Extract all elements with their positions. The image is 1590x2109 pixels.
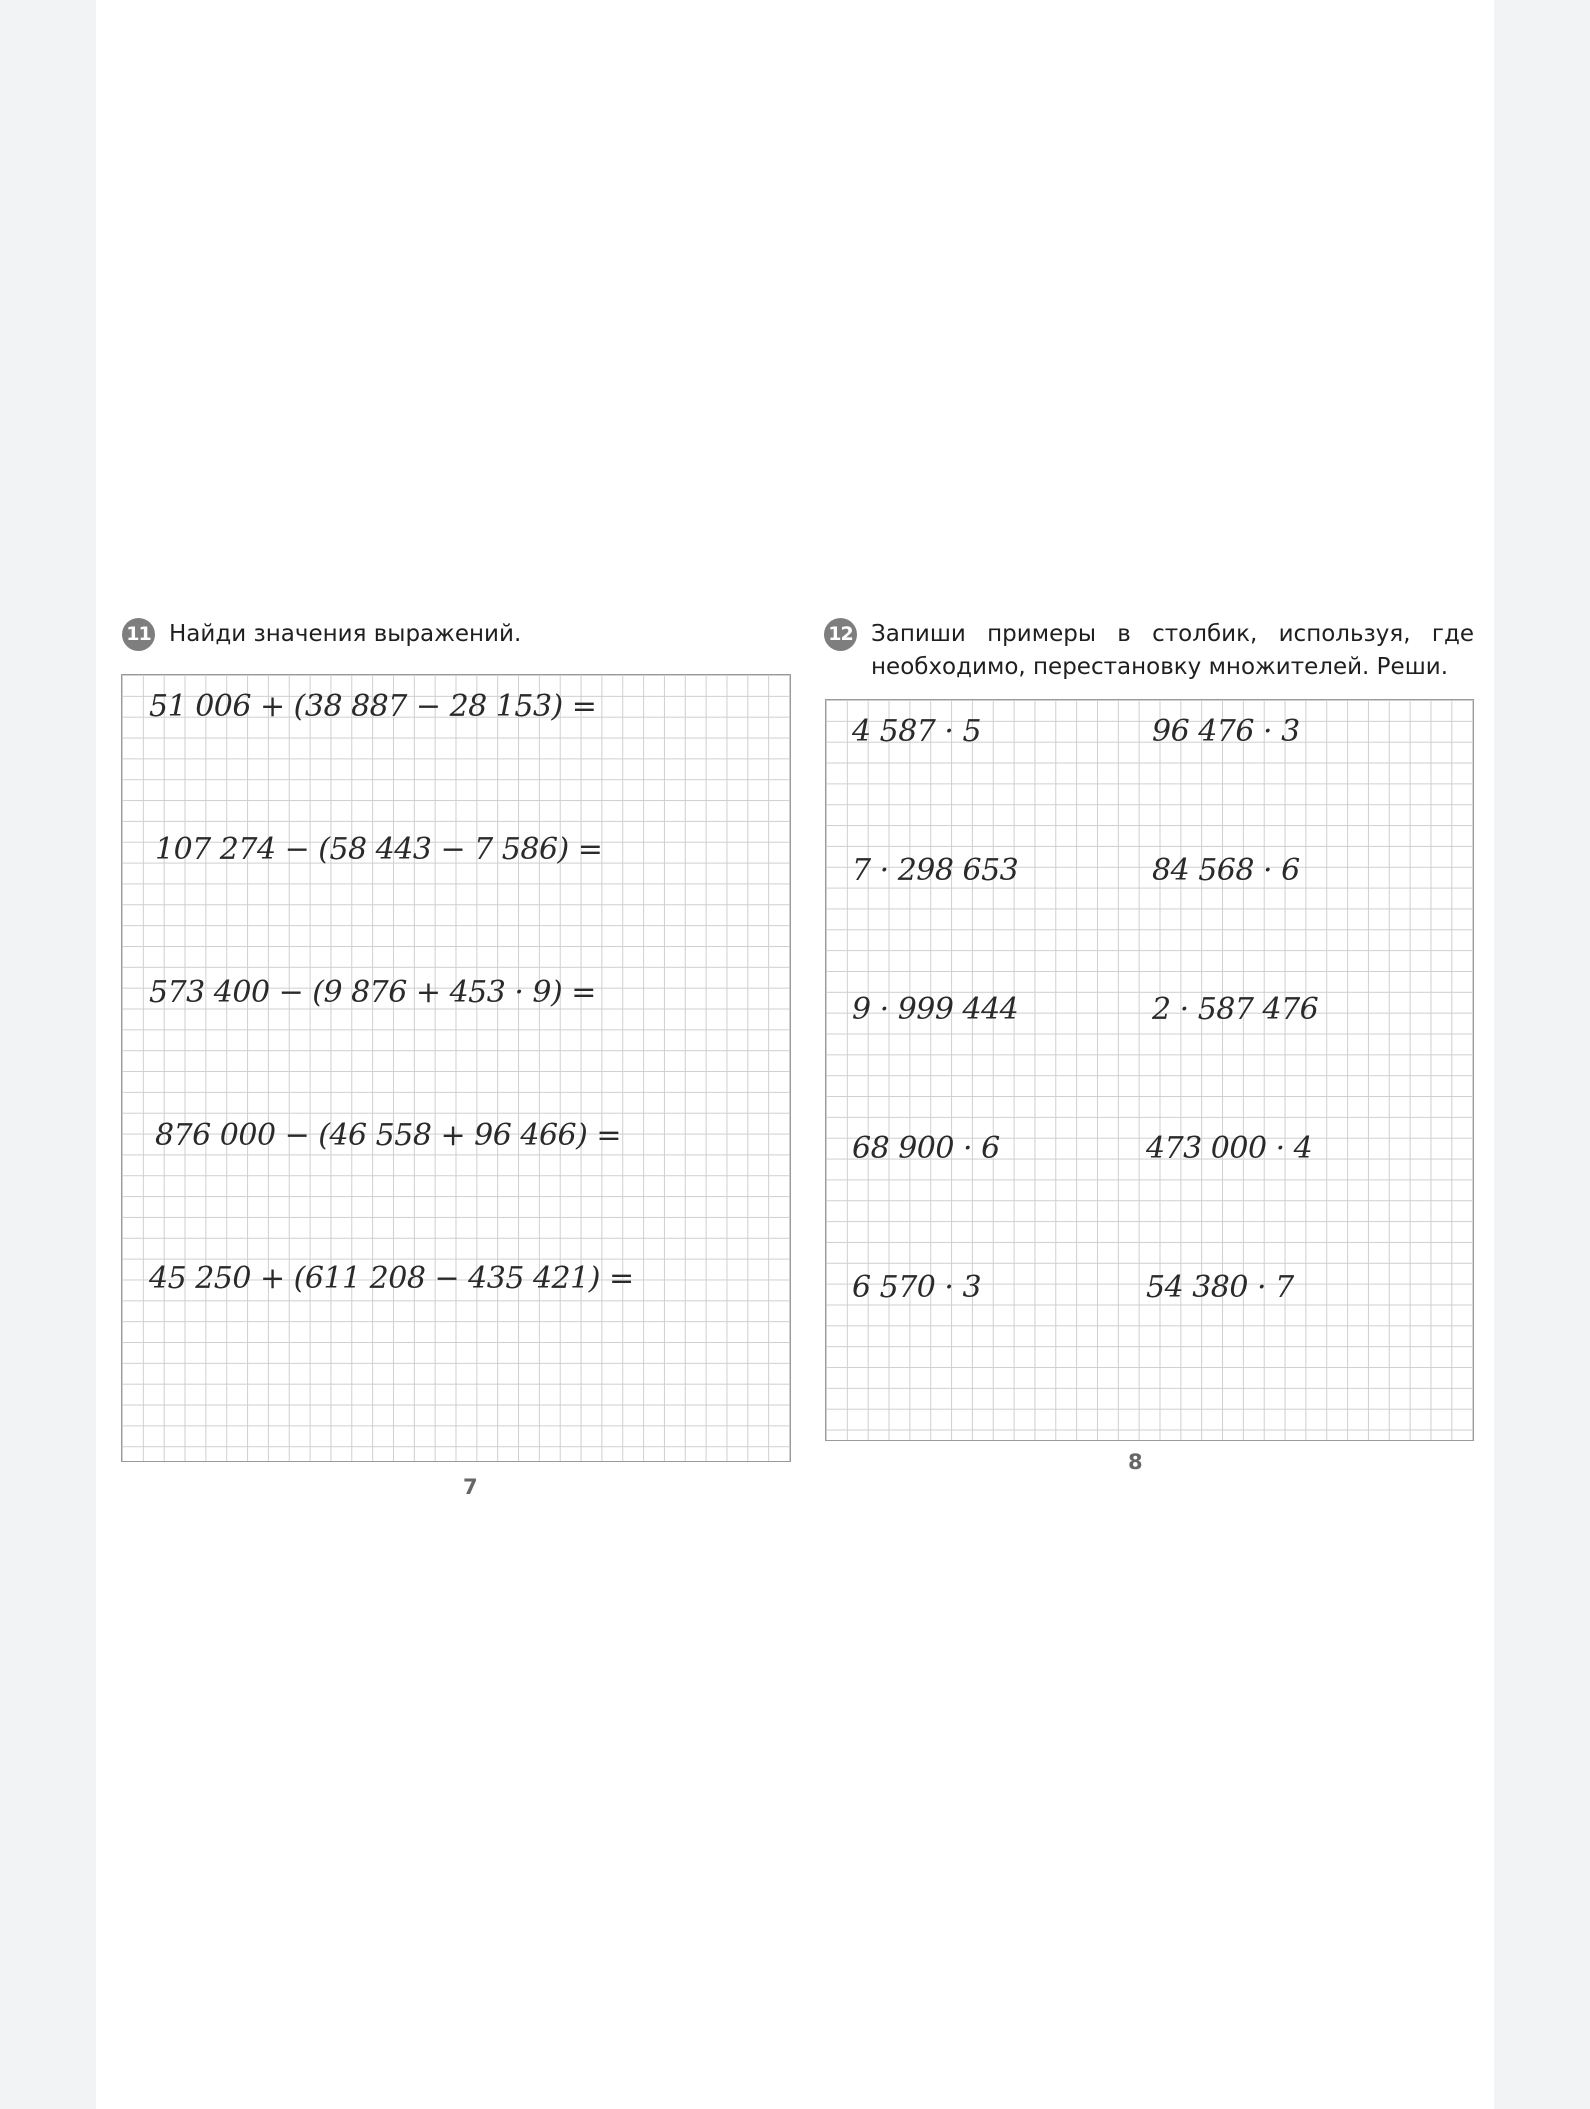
example-right-1: 96 476 · 3 (1152, 714, 1300, 749)
expression-2: 107 274 − (58 443 − 7 586) = (155, 832, 603, 867)
example-left-4: 68 900 · 6 (852, 1131, 1000, 1166)
task-11-header (122, 618, 782, 651)
task-number-badge: 11 (122, 618, 155, 651)
expression-4: 876 000 − (46 558 + 96 466) = (155, 1118, 621, 1153)
example-left-2: 7 · 298 653 (852, 853, 1019, 888)
example-right-5: 54 380 · 7 (1146, 1270, 1294, 1305)
expression-1: 51 006 + (38 887 − 28 153) = (149, 689, 597, 724)
task-12-instruction: Запиши примеры в столбик, используя, где необходимо, перестановку множителей. Реши. (871, 621, 1474, 680)
example-right-2: 84 568 · 6 (1152, 853, 1300, 888)
page-number-left: 7 (463, 1475, 478, 1499)
example-left-1: 4 587 · 5 (852, 714, 982, 749)
grid-left (121, 674, 791, 1462)
expression-3: 573 400 − (9 876 + 453 · 9) = (149, 975, 596, 1010)
workbook-spread (96, 0, 1494, 2109)
expression-5: 45 250 + (611 208 − 435 421) = (149, 1261, 634, 1296)
example-left-3: 9 · 999 444 (852, 992, 1019, 1027)
task-12-header (824, 618, 1474, 684)
example-left-5: 6 570 · 3 (852, 1270, 982, 1305)
page-number-right: 8 (1128, 1450, 1143, 1474)
grid-right (825, 699, 1474, 1441)
example-right-4: 473 000 · 4 (1146, 1131, 1313, 1166)
task-number-badge: 12 (824, 618, 857, 651)
example-right-3: 2 · 587 476 (1152, 992, 1319, 1027)
task-11-instruction: Найди значения выражений. (169, 621, 522, 647)
